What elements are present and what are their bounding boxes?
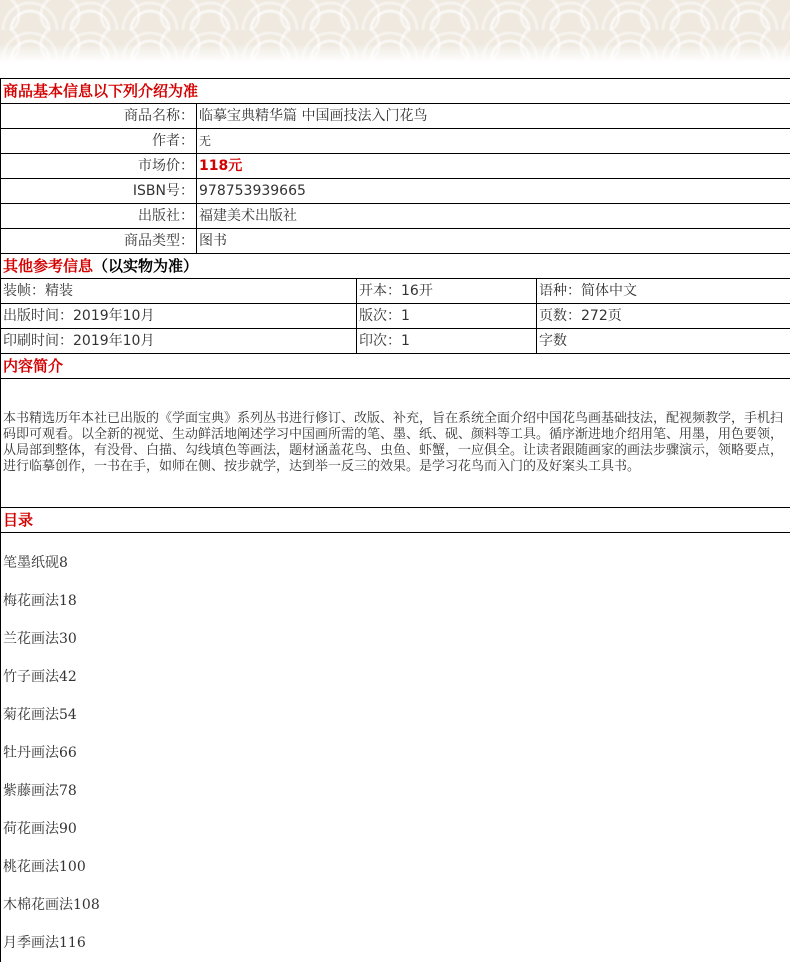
toc-container xyxy=(1,533,790,962)
print-date-cell: 印刷时间：2019年10月 xyxy=(1,329,357,354)
language-cell: 语种：简体中文 xyxy=(537,279,790,304)
basic-info-heading: 商品基本信息以下列介绍为准 xyxy=(1,79,790,104)
product-detail-document xyxy=(0,78,790,962)
info-label: 商品类型： xyxy=(1,229,197,254)
info-label: 作者： xyxy=(1,129,197,154)
binding-cell: 装帧：精装 xyxy=(1,279,357,304)
toc-item: 竹子画法42 xyxy=(3,658,788,696)
info-label: ISBN号： xyxy=(1,179,197,204)
info-label: 市场价： xyxy=(1,154,197,179)
other-info-row xyxy=(1,304,790,329)
product-info-table xyxy=(0,78,790,962)
info-row-type xyxy=(1,229,790,254)
info-label: 商品名称： xyxy=(1,104,197,129)
info-row-publisher xyxy=(1,204,790,229)
info-value: 978753939665 xyxy=(197,179,790,204)
toc-list xyxy=(3,533,788,962)
toc-item: 兰花画法30 xyxy=(3,620,788,658)
info-row-author xyxy=(1,129,790,154)
toc-item: 笔墨纸砚8 xyxy=(3,544,788,582)
toc-item: 木棉花画法108 xyxy=(3,886,788,924)
impression-cell: 印次：1 xyxy=(357,329,537,354)
toc-item: 桃花画法100 xyxy=(3,848,788,886)
other-info-title: 其他参考信息 xyxy=(3,257,93,275)
toc-item: 紫藤画法78 xyxy=(3,772,788,810)
decorative-wave-banner xyxy=(0,0,790,62)
other-info-note: （以实物为准） xyxy=(93,257,198,275)
info-value: 无 xyxy=(197,129,790,154)
info-row-price xyxy=(1,154,790,179)
toc-heading: 目录 xyxy=(1,508,790,533)
format-cell: 开本：16开 xyxy=(357,279,537,304)
toc-item: 牡丹画法66 xyxy=(3,734,788,772)
info-value: 福建美术出版社 xyxy=(197,204,790,229)
toc-item: 荷花画法90 xyxy=(3,810,788,848)
pages-cell: 页数：272页 xyxy=(537,304,790,329)
toc-item: 菊花画法54 xyxy=(3,696,788,734)
intro-heading: 内容简介 xyxy=(1,354,790,379)
other-info-heading xyxy=(1,254,790,279)
other-info-row xyxy=(1,329,790,354)
info-row-title xyxy=(1,104,790,129)
market-price: 118元 xyxy=(197,154,790,179)
toc-item: 梅花画法18 xyxy=(3,582,788,620)
info-value: 临摹宝典精华篇 中国画技法入门花鸟 xyxy=(197,104,790,129)
publish-date-cell: 出版时间：2019年10月 xyxy=(1,304,357,329)
intro-text: 本书精选历年本社已出版的《学面宝典》系列丛书进行修订、改版、补充，旨在系统全面介绍中国花鸟画基础技法，配视频教学，手机扫码即可观看。以全新的视觉、生动鲜活地阐述学习中国画所需的笔、墨、纸、砚、颜料等工具。循序渐进地介绍用笔、用墨，用色要领，从局部到整体，有没骨、白描、勾线填色等画法，题材涵盖花鸟、虫鱼、虾蟹，一应俱全。让读者跟随画家的画法步骤演示，领略要点，进行临摹创作，一书在手，如师在侧、按步就学，达到举一反三的效果。是学习花鸟而入门的及好案头工具书。 xyxy=(1,379,790,508)
info-label: 出版社： xyxy=(1,204,197,229)
edition-cell: 版次：1 xyxy=(357,304,537,329)
info-row-isbn xyxy=(1,179,790,204)
toc-item: 月季画法116 xyxy=(3,924,788,962)
other-info-row xyxy=(1,279,790,304)
info-value: 图书 xyxy=(197,229,790,254)
word-count-cell: 字数 xyxy=(537,329,790,354)
